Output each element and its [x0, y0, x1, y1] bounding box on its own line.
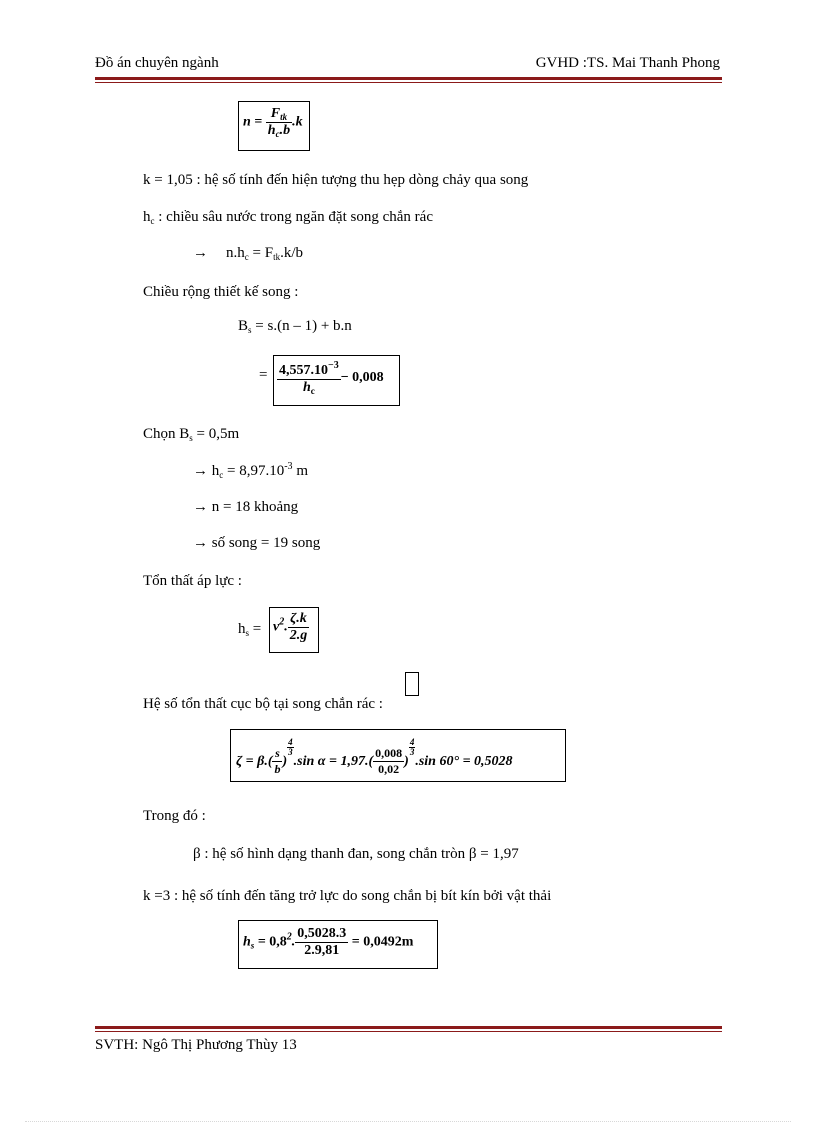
line-pressure-loss: Tổn thất áp lực : — [143, 573, 242, 589]
formula-zeta: ζ = β.( $\frac{s}{b}$ ) $\frac{4}{3}$ .sin α = 1,97.( $\frac{0,008}{0,02}$ ) $\frac{4}{3}$ .sin 60° = 0,5028 — [230, 729, 566, 782]
formula-n — [238, 101, 310, 151]
formula-zeta-exponent-2: $\frac{4}{3}$ — [409, 737, 415, 757]
formula-zeta-exponent-1: $\frac{4}{3}$ — [288, 737, 293, 757]
line-result-n: → n = 18 khoảng — [193, 499, 299, 515]
line-n-hc-relation: → $n.h_c = F_{tk}.k/b$ — [193, 245, 303, 262]
formula-bs-equals: = — [259, 367, 268, 383]
line-k3: k =3 : hệ số tính đến tăng trở lực do song chắn bị bít kín bởi vật thải — [143, 888, 552, 904]
formula-hs-fraction: $\frac{\zeta.k}{2.g}$ — [289, 611, 308, 643]
footer-text: SVTH: Ngô Thị Phương Thùy 13 — [95, 1037, 297, 1053]
footer-rule-thick — [95, 1026, 722, 1029]
empty-box-icon — [405, 672, 419, 696]
formula-zeta-fraction-values: $\frac{0,008}{0,02}$ — [375, 746, 403, 777]
line-where: Trong đó : — [143, 808, 206, 824]
footer-rule-thin — [95, 1031, 722, 1032]
arrow-icon: → — [193, 245, 208, 261]
line-k-coefficient: k = 1,05 : hệ số tính đến hiện tượng thu hẹp dòng chảy qua song — [143, 172, 529, 188]
formula-n-lhs: n = — [243, 114, 263, 130]
formula-final-fraction: $\frac{0,5028.3}{2.9,81}$ — [297, 926, 347, 958]
formula-n-fraction: $\frac{F_{tk}}{h_c.b}$ — [267, 106, 291, 139]
arrow-icon: → — [193, 463, 208, 479]
formula-final: $h_s = 0,8^2$. $\frac{0,5028.3}{2.9,81}$ = 0,0492m — [238, 920, 438, 969]
line-design-width: Chiều rộng thiết kế song : — [143, 284, 299, 300]
formula-bs-fraction: $\frac{4,557.10^{-3}}{h_c}$ — [279, 360, 339, 396]
formula-zeta-fraction-sb: $\frac{s}{b}$ — [274, 746, 281, 777]
line-choose-bs: Chọn $B_s = 0,5m$ — [143, 426, 240, 443]
formula-n-tail: .k — [292, 114, 303, 130]
arrow-icon: → — [193, 535, 208, 551]
header-rule-thick — [95, 77, 722, 80]
line-beta: β : hệ số hình dạng thanh đan, song chắn tròn β = 1,97 — [193, 846, 519, 862]
formula-bs-tail: − 0,008 — [340, 370, 384, 386]
line-local-loss-coefficient: Hệ số tổn thất cục bộ tại song chắn rác : — [143, 696, 383, 712]
header-right: GVHD :TS. Mai Thanh Phong — [535, 55, 720, 71]
line-hc-definition: $h_c$ : chiều sâu nước trong ngăn đặt song chắn rác — [143, 209, 433, 226]
formula-bs — [273, 355, 400, 406]
header-rule-thin — [95, 82, 722, 83]
formula-hs-lhs: $h_s$ = — [238, 621, 262, 638]
line-result-bars: → số song = 19 song — [193, 535, 321, 551]
page-bottom-dotted-line — [25, 1121, 791, 1122]
arrow-icon: → — [193, 499, 208, 515]
formula-hs: $v^2$. $\frac{\zeta.k}{2.g}$ — [269, 607, 319, 653]
line-bs-equation: $B_s = s.(n - 1) + b.n$ — [238, 318, 352, 335]
header-left: Đồ án chuyên ngành — [95, 55, 219, 71]
line-result-hc: → $h_c = 8,97.10^{-3}$ m — [193, 461, 308, 480]
